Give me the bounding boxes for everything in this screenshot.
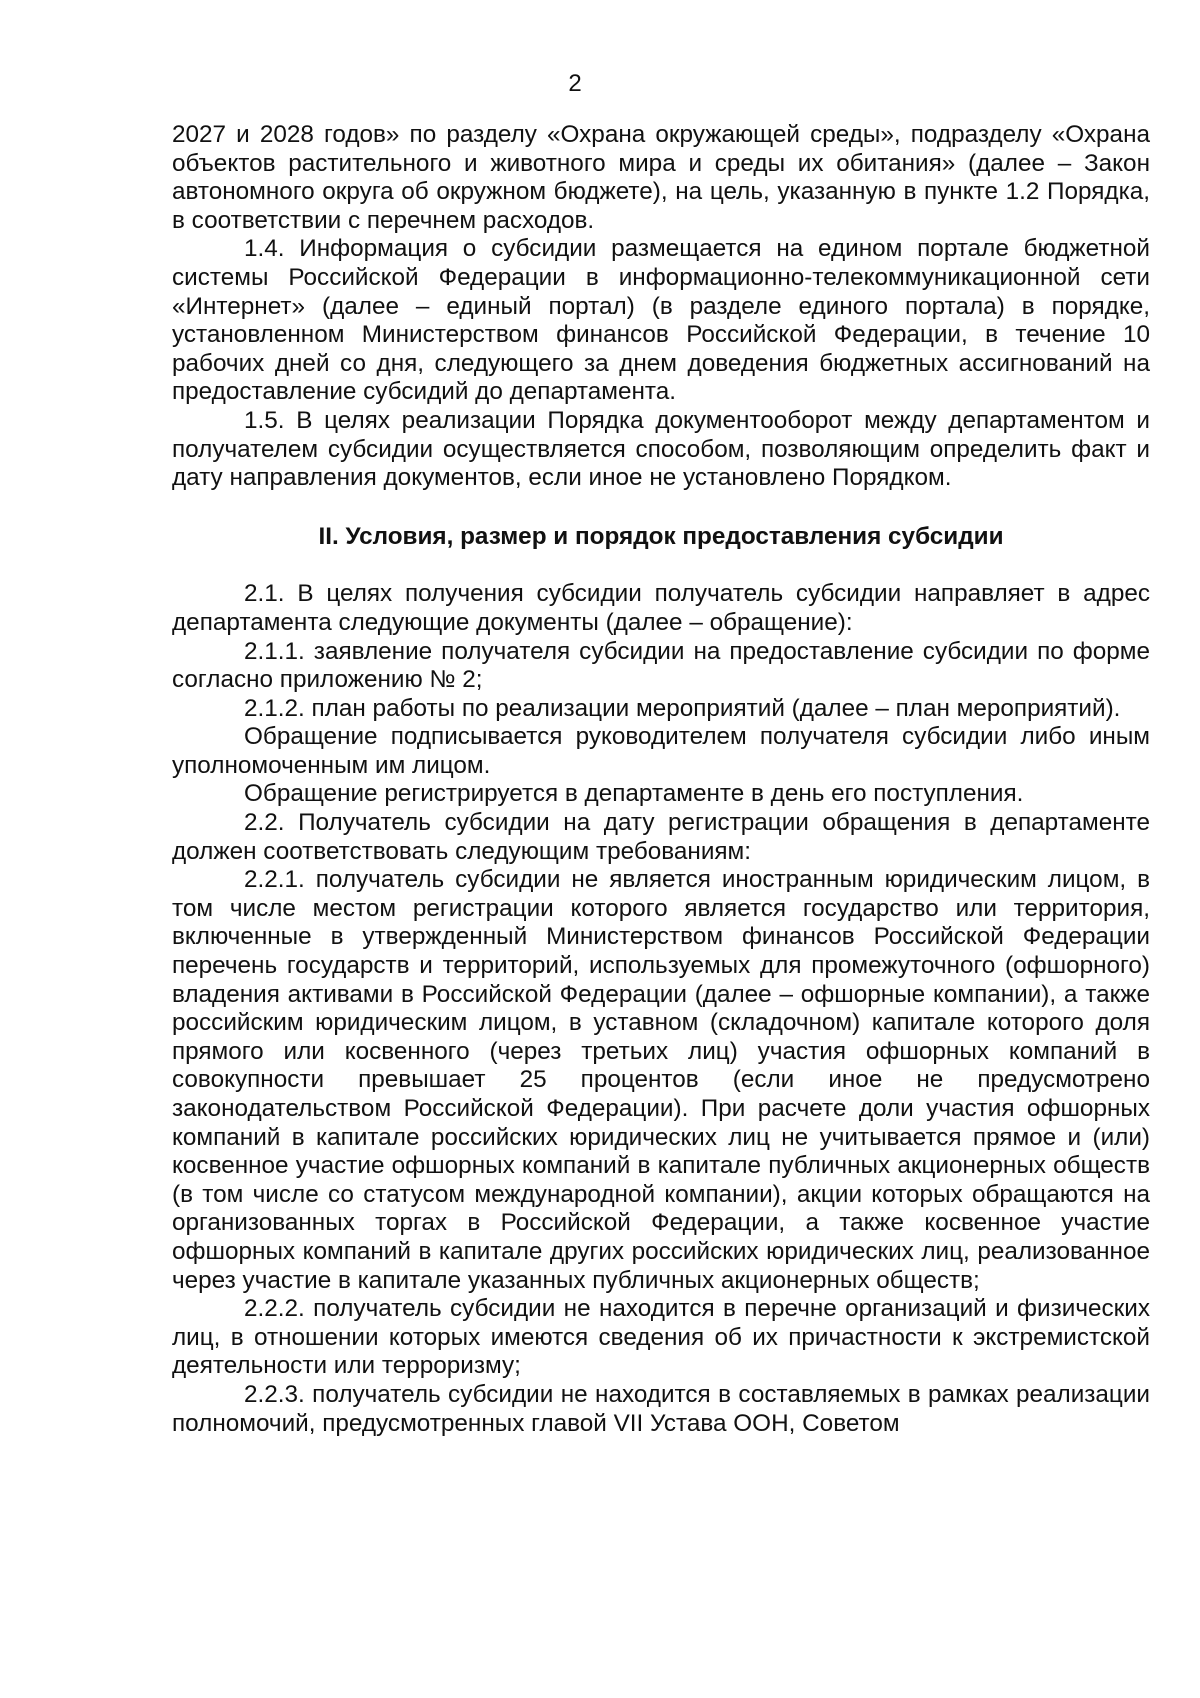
paragraph-signature-note: Обращение подписывается руководителем получателя субсидии либо иным уполномоченным им лицом.	[172, 723, 1150, 779]
paragraph-continuation: 2027 и 2028 годов» по разделу «Охрана окружающей среды», подразделу «Охрана объектов растительного и животного мира и среды их обитания» (далее – Закон автономного округа об окружном бюджете), на цель, указанную в пункте 1.2 Порядка, в соответствии с перечнем расходов.	[172, 121, 1150, 234]
paragraph-2-1-1: 2.1.1. заявление получателя субсидии на предоставление субсидии по форме согласно приложению № 2;	[172, 637, 1150, 694]
paragraph-2-1-2: 2.1.2. план работы по реализации мероприятий (далее – план мероприятий).	[244, 694, 1121, 722]
paragraph-registration-note: Обращение регистрируется в департаменте в день его поступления.	[244, 780, 1024, 808]
paragraph-2-2-3: 2.2.3. получатель субсидии не находится в составляемых в рамках реализации полномочий, предусмотренных главой VII Устава ООН, Советом	[172, 1380, 1150, 1437]
paragraph-1-4: 1.4. Информация о субсидии размещается на едином портале бюджетной системы Российской Федерации в информационно-телекоммуникационной сети «Интернет» (далее – единый портал) (в разделе единого портала) в порядке, установленном Министерством финансов Российской Федерации, в течение 10 рабочих дней со дня, следующего за днем доведения бюджетных ассигнований на предоставление субсидий до департамента.	[172, 235, 1150, 406]
page-number: 2	[568, 70, 582, 97]
document-body	[172, 121, 1150, 1438]
paragraph-2-2: 2.2. Получатель субсидии на дату регистрации обращения в департаменте должен соответствовать следующим требованиям:	[172, 809, 1150, 865]
paragraph-1-5: 1.5. В целях реализации Порядка документооборот между департаментом и получателем субсидии осуществляется способом, позволяющим определить факт и дату направления документов, если иное не установлено Порядком.	[172, 406, 1150, 492]
paragraph-2-1: 2.1. В целях получения субсидии получатель субсидии направляет в адрес департамента следующие документы (далее – обращение):	[172, 580, 1150, 636]
paragraph-2-2-2: 2.2.2. получатель субсидии не находится в перечне организаций и физических лиц, в отношении которых имеются сведения об их причастности к экстремистской деятельности или терроризму;	[172, 1295, 1150, 1380]
paragraph-2-2-1: 2.2.1. получатель субсидии не является иностранным юридическим лицом, в том числе местом регистрации которого является государство или территория, включенные в утвержденный Министерством финансов Российской Федерации перечень государств и территорий, используемых для промежуточного (офшорного) владения активами в Российской Федерации (далее – офшорные компании), а также российским юридическим лицом, в уставном (складочном) капитале которого доля прямого или косвенного (через третьих лиц) участия офшорных компаний в совокупности превышает 25 процентов (если иное не предусмотрено законодательством Российской Федерации). При расчете доли участия офшорных компаний в капитале российских юридических лиц не учитывается прямое и (или) косвенное участие офшорных компаний в капитале публичных акционерных обществ (в том числе со статусом международной компании), акции которых обращаются на организованных торгах в Российской Федерации, а также косвенное участие офшорных компаний в капитале других российских юридических лиц, реализованное через участие в капитале указанных публичных акционерных обществ;	[172, 866, 1150, 1294]
section-heading: II. Условия, размер и порядок предоставления субсидии	[318, 522, 1004, 550]
